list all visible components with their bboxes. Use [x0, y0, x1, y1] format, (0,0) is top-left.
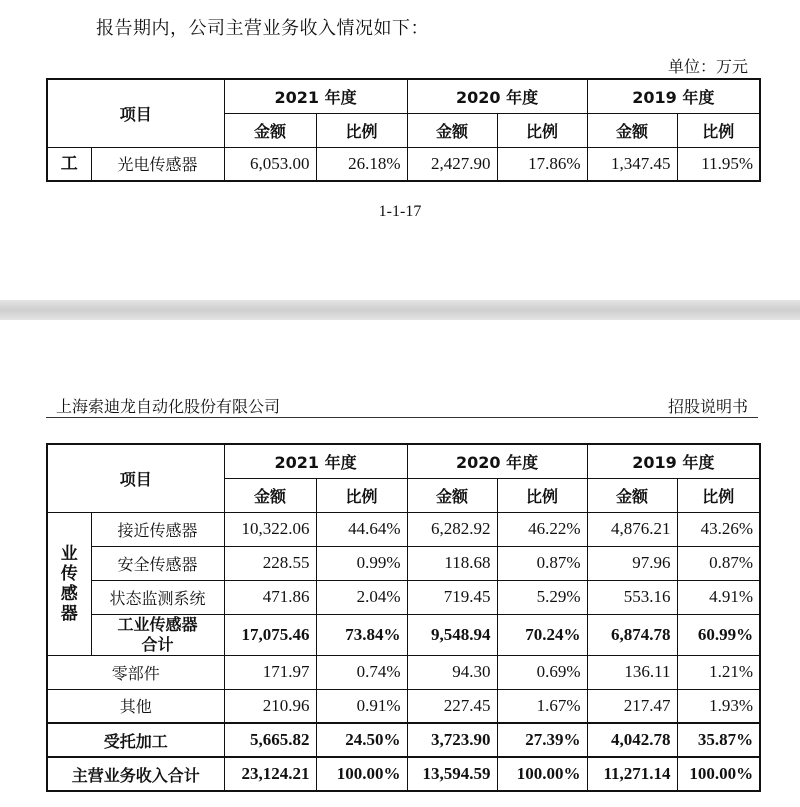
cell-amount: 1,347.45 — [587, 147, 677, 181]
header-rule — [46, 417, 758, 418]
row-label: 受托加工 — [47, 723, 224, 757]
cell-ratio: 100.00% — [316, 757, 407, 791]
row-label: 光电传感器 — [91, 147, 224, 181]
cell-amount: 4,042.78 — [587, 723, 677, 757]
cell-ratio: 11.95% — [677, 147, 760, 181]
document-page-1 — [0, 0, 800, 300]
table-row — [47, 512, 760, 546]
cell-amount: 23,124.21 — [224, 757, 316, 791]
table-row — [47, 689, 760, 723]
cell-amount: 4,876.21 — [587, 512, 677, 546]
cell-ratio: 70.24% — [497, 614, 587, 655]
document-page-2 — [0, 320, 800, 807]
cell-amount: 227.45 — [407, 689, 497, 723]
cell-amount: 118.68 — [407, 546, 497, 580]
cell-amount: 171.97 — [224, 655, 316, 689]
cell-ratio: 17.86% — [497, 147, 587, 181]
cell-amount: 11,271.14 — [587, 757, 677, 791]
header-item: 项目 — [47, 444, 224, 512]
table-row — [47, 655, 760, 689]
cell-ratio: 44.64% — [316, 512, 407, 546]
header-ratio: 比例 — [677, 478, 760, 512]
cell-ratio: 4.91% — [677, 580, 760, 614]
header-amount: 金额 — [407, 478, 497, 512]
header-year-2019: 2019 年度 — [587, 444, 760, 478]
header-amount: 金额 — [587, 113, 677, 147]
document-type: 招股说明书 — [667, 397, 748, 416]
cell-ratio: 73.84% — [316, 614, 407, 655]
cell-amount: 3,723.90 — [407, 723, 497, 757]
cell-amount: 6,282.92 — [407, 512, 497, 546]
cell-ratio: 1.93% — [677, 689, 760, 723]
cell-amount: 2,427.90 — [407, 147, 497, 181]
cell-ratio: 2.04% — [316, 580, 407, 614]
subtotal-label-line2: 合计 — [141, 634, 174, 654]
total-label: 主营业务收入合计 — [47, 757, 224, 791]
group-label-char: 传 — [60, 563, 78, 584]
page-number: 1-1-17 — [378, 203, 422, 220]
cell-ratio: 1.21% — [677, 655, 760, 689]
group-label-char: 器 — [60, 603, 78, 624]
page-separator — [0, 300, 800, 320]
cell-amount: 136.11 — [587, 655, 677, 689]
table-row — [47, 546, 760, 580]
row-label: 零部件 — [47, 655, 224, 689]
header-year-2020: 2020 年度 — [407, 444, 587, 478]
cell-amount: 13,594.59 — [407, 757, 497, 791]
cell-amount: 5,665.82 — [224, 723, 316, 757]
cell-ratio: 0.87% — [497, 546, 587, 580]
cell-amount: 217.47 — [587, 689, 677, 723]
subtotal-row — [47, 614, 760, 655]
group-label-vertical — [47, 512, 91, 655]
row-label: 状态监测系统 — [91, 580, 224, 614]
cell-ratio: 24.50% — [316, 723, 407, 757]
header-amount: 金额 — [407, 113, 497, 147]
cell-ratio: 26.18% — [316, 147, 407, 181]
cell-amount: 719.45 — [407, 580, 497, 614]
cell-ratio: 0.99% — [316, 546, 407, 580]
header-amount: 金额 — [224, 113, 316, 147]
cell-ratio: 0.87% — [677, 546, 760, 580]
row-label: 接近传感器 — [91, 512, 224, 546]
cell-amount: 210.96 — [224, 689, 316, 723]
cell-amount: 228.55 — [224, 546, 316, 580]
company-name: 上海索迪龙自动化股份有限公司 — [56, 397, 281, 416]
header-ratio: 比例 — [316, 478, 407, 512]
row-label: 安全传感器 — [91, 546, 224, 580]
group-label-char: 业 — [60, 543, 78, 564]
group-label-char: 感 — [60, 583, 78, 604]
cell-ratio: 0.91% — [316, 689, 407, 723]
consign-row — [47, 723, 760, 757]
group-label-char: 工 — [47, 147, 91, 181]
row-label: 其他 — [47, 689, 224, 723]
cell-amount: 6,053.00 — [224, 147, 316, 181]
cell-ratio: 0.74% — [316, 655, 407, 689]
revenue-table-part1 — [46, 78, 761, 182]
header-ratio: 比例 — [497, 113, 587, 147]
cell-ratio: 27.39% — [497, 723, 587, 757]
cell-ratio: 60.99% — [677, 614, 760, 655]
header-ratio: 比例 — [316, 113, 407, 147]
table-row — [47, 580, 760, 614]
cell-amount: 6,874.78 — [587, 614, 677, 655]
header-year-2019: 2019 年度 — [587, 79, 760, 113]
subtotal-label — [91, 614, 224, 655]
subtotal-label-line1: 工业传感器 — [117, 614, 198, 634]
cell-ratio: 1.67% — [497, 689, 587, 723]
cell-amount: 94.30 — [407, 655, 497, 689]
header-item: 项目 — [47, 79, 224, 147]
cell-ratio: 46.22% — [497, 512, 587, 546]
cell-amount: 553.16 — [587, 580, 677, 614]
header-amount: 金额 — [224, 478, 316, 512]
cell-ratio: 43.26% — [677, 512, 760, 546]
cell-ratio: 100.00% — [677, 757, 760, 791]
header-ratio: 比例 — [677, 113, 760, 147]
table-row — [47, 147, 760, 181]
cell-ratio: 100.00% — [497, 757, 587, 791]
header-year-2020: 2020 年度 — [407, 79, 587, 113]
header-ratio: 比例 — [497, 478, 587, 512]
total-row — [47, 757, 760, 791]
cell-amount: 471.86 — [224, 580, 316, 614]
cell-ratio: 5.29% — [497, 580, 587, 614]
unit-label: 单位：万元 — [667, 57, 748, 76]
header-amount: 金额 — [587, 478, 677, 512]
cell-ratio: 35.87% — [677, 723, 760, 757]
header-year-2021: 2021 年度 — [224, 444, 407, 478]
cell-ratio: 0.69% — [497, 655, 587, 689]
header-year-2021: 2021 年度 — [224, 79, 407, 113]
intro-text: 报告期内，公司主营业务收入情况如下： — [96, 18, 429, 39]
cell-amount: 97.96 — [587, 546, 677, 580]
cell-amount: 9,548.94 — [407, 614, 497, 655]
cell-amount: 10,322.06 — [224, 512, 316, 546]
revenue-table-part2 — [46, 443, 761, 792]
cell-amount: 17,075.46 — [224, 614, 316, 655]
